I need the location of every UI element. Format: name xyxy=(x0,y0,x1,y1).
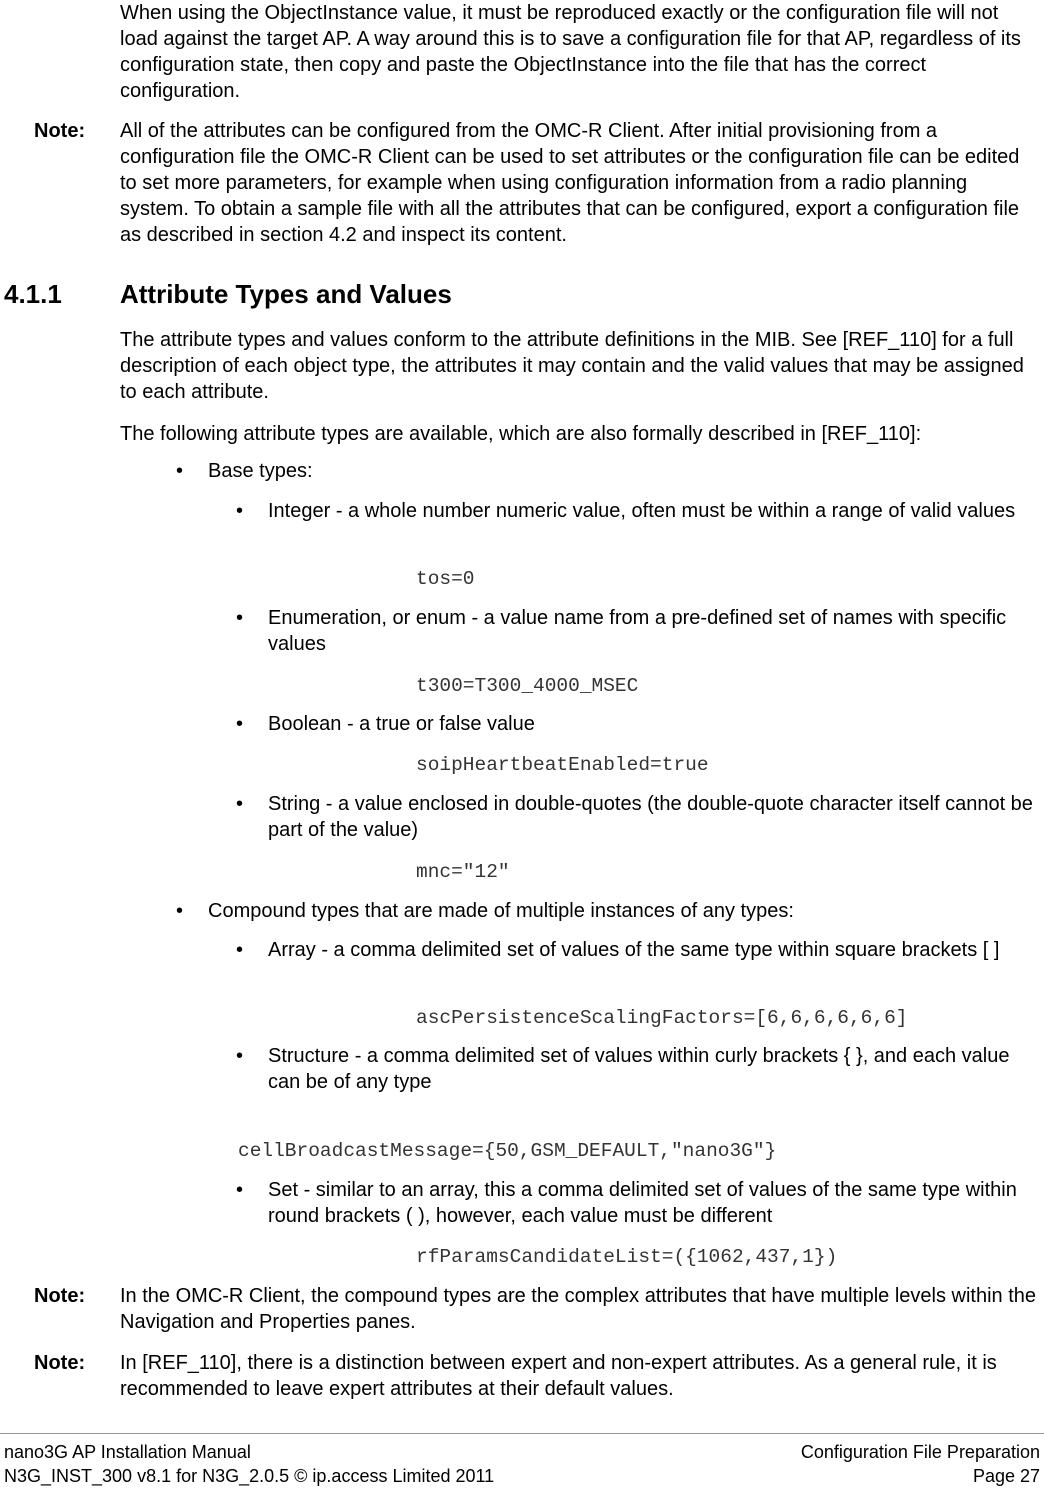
bullet-marker: • xyxy=(236,713,244,735)
note-text: All of the attributes can be configured from the OMC-R Client. After initial provisioning from a configuration file the OMC-R Client can be used to set attributes or the configuration file can be edited to set more parameters, for example when using configuration information from a radio planning system. To obtain a sample file with all the attributes that can be configured, export a configuration file as described in section 4.2 and inspect its content. xyxy=(120,120,1020,246)
section-number: 4.1.1 xyxy=(4,279,62,309)
code-example: ascPersistenceScalingFactors=[6,6,6,6,6,6] xyxy=(416,1007,908,1029)
code-example: soipHeartbeatEnabled=true xyxy=(416,754,709,776)
bullet-marker: • xyxy=(236,1045,244,1067)
section-title: Attribute Types and Values xyxy=(120,279,452,309)
note-text: In the OMC-R Client, the compound types are the complex attributes that have multiple levels within the Navigation and Properties panes. xyxy=(120,1285,1037,1333)
note-label: Note: xyxy=(34,1352,86,1374)
bullet-string xyxy=(236,791,1040,843)
code-example: rfParamsCandidateList=({1062,437,1}) xyxy=(416,1246,838,1268)
footer-chapter-title: Configuration File Preparation xyxy=(800,1442,1040,1462)
bullet-boolean xyxy=(236,711,1040,737)
footer-manual-title: nano3G AP Installation Manual xyxy=(4,1442,251,1462)
bullet-marker: • xyxy=(236,939,244,961)
footer-document-id: N3G_INST_300 v8.1 for N3G_2.0.5 © ip.access Limited 2011 xyxy=(4,1466,495,1486)
note-label: Note: xyxy=(34,1285,86,1307)
bullet-marker: • xyxy=(176,460,184,482)
note-label: Note: xyxy=(34,120,86,142)
bullet-marker: • xyxy=(176,900,184,922)
footer-page-number: Page 27 xyxy=(972,1466,1040,1486)
bullet-enum xyxy=(236,605,1040,657)
bullet-text: Integer - a whole number numeric value, often must be within a range of valid values xyxy=(268,500,1016,522)
bullet-text: Base types: xyxy=(208,460,313,482)
bullet-marker: • xyxy=(236,793,244,815)
section-paragraph: The following attribute types are available, which are also formally described in [REF_110]: xyxy=(120,423,922,445)
code-example: cellBroadcastMessage={50,GSM_DEFAULT,"nano3G"} xyxy=(238,1140,777,1162)
code-example: tos=0 xyxy=(416,568,475,590)
intro-paragraph: When using the ObjectInstance value, it must be reproduced exactly or the configuration file will not load against the target AP. A way around this is to save a configuration file for that AP, regardless of its configuration state, then copy and paste the ObjectInstance into the file that has the correct configuration. xyxy=(120,2,1021,102)
bullet-integer xyxy=(236,498,1040,524)
note-text: In [REF_110], there is a distinction between expert and non-expert attributes. As a general rule, it is recommended to leave expert attributes at their default values. xyxy=(120,1352,997,1400)
bullet-marker: • xyxy=(236,1179,244,1201)
bullet-text: Compound types that are made of multiple instances of any types: xyxy=(208,900,794,922)
bullet-marker: • xyxy=(236,607,244,629)
bullet-text: Boolean - a true or false value xyxy=(268,713,535,735)
section-paragraph: The attribute types and values conform to the attribute definitions in the MIB. See [REF_110] for a full description of each object type, the attributes it may contain and the valid values that may be assigned to each attribute. xyxy=(120,329,1024,403)
bullet-marker: • xyxy=(236,500,244,522)
code-example: mnc="12" xyxy=(416,861,510,883)
bullet-text: String - a value enclosed in double-quotes (the double-quote character itself cannot be part of the value) xyxy=(268,793,1033,841)
bullet-text: Set - similar to an array, this a comma delimited set of values of the same type within round brackets ( ), however, each value must be different xyxy=(268,1179,1017,1227)
bullet-structure xyxy=(236,1043,1040,1095)
code-example: t300=T300_4000_MSEC xyxy=(416,675,639,697)
bullet-text: Structure - a comma delimited set of values within curly brackets { }, and each value can be of any type xyxy=(268,1045,1010,1093)
bullet-text: Enumeration, or enum - a value name from a pre-defined set of names with specific values xyxy=(268,607,1007,655)
bullet-set xyxy=(236,1177,1040,1229)
bullet-array xyxy=(236,937,1040,963)
bullet-text: Array - a comma delimited set of values of the same type within square brackets [ ] xyxy=(268,939,1000,961)
footer-divider xyxy=(0,1433,1044,1434)
